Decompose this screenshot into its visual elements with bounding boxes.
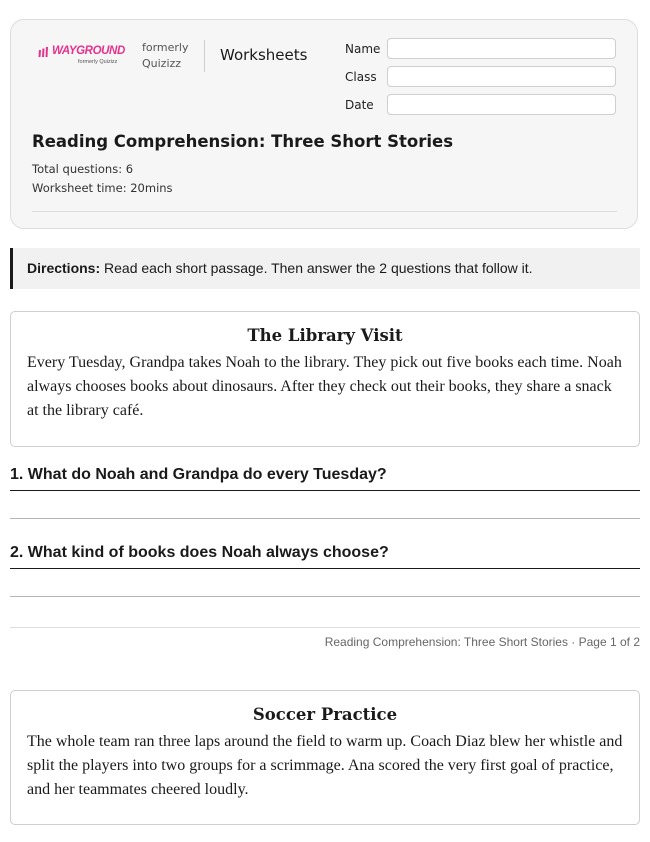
total-questions: Total questions: 6 — [32, 162, 134, 176]
wayground-logo — [38, 45, 126, 69]
date-field[interactable] — [387, 94, 616, 115]
question-2-underline — [10, 568, 640, 569]
directions-box — [10, 248, 640, 289]
wayground-logo-icon — [38, 47, 52, 57]
formerly-quizizz-text: formerly Quizizz — [142, 41, 189, 70]
question-1-underline — [10, 490, 640, 491]
logo-wordmark: WAYGROUND — [52, 45, 125, 57]
directions-label: Directions: — [27, 260, 101, 276]
page-footer-divider — [10, 627, 640, 628]
question-2: 2. What kind of books does Noah always choose? — [10, 544, 389, 561]
date-label: Date — [345, 98, 374, 112]
passage-body: The whole team ran three laps around the field to warm up. Coach Diaz blew her whistle and split the players into two groups for a scrimmage. Ana scored the very first goal of practice, and her teammates cheered loudly. — [27, 733, 623, 798]
class-label: Class — [345, 70, 377, 84]
worksheet-time: Worksheet time: 20mins — [32, 181, 173, 195]
page-footer: Reading Comprehension: Three Short Stories · Page 1 of 2 — [324, 635, 640, 649]
header-divider — [204, 40, 205, 72]
worksheet-header — [10, 19, 638, 229]
logo-subtext: formerly Quizizz — [78, 59, 118, 65]
passage-body: Every Tuesday, Grandpa takes Noah to the library. They pick out five books each time. Noah always chooses books about dinosaurs. After they check out their books, they share a snack at the library café. — [27, 354, 622, 419]
class-field[interactable] — [387, 66, 616, 87]
name-label: Name — [345, 42, 381, 56]
passage-card — [10, 690, 640, 825]
directions-text: Read each short passage. Then answer the 2 questions that follow it. — [104, 260, 533, 276]
section-label: Worksheets — [220, 46, 308, 64]
passage-title: Soccer Practice — [252, 705, 398, 724]
header-bottom-divider — [32, 211, 617, 212]
passage-title: The Library Visit — [247, 326, 403, 345]
answer-line-2[interactable] — [10, 596, 640, 597]
passage-card — [10, 311, 640, 447]
name-field[interactable] — [387, 38, 616, 59]
question-1: 1. What do Noah and Grandpa do every Tuesday? — [10, 466, 387, 483]
worksheet-title: Reading Comprehension: Three Short Stories — [32, 132, 454, 151]
answer-line-1[interactable] — [10, 518, 640, 519]
